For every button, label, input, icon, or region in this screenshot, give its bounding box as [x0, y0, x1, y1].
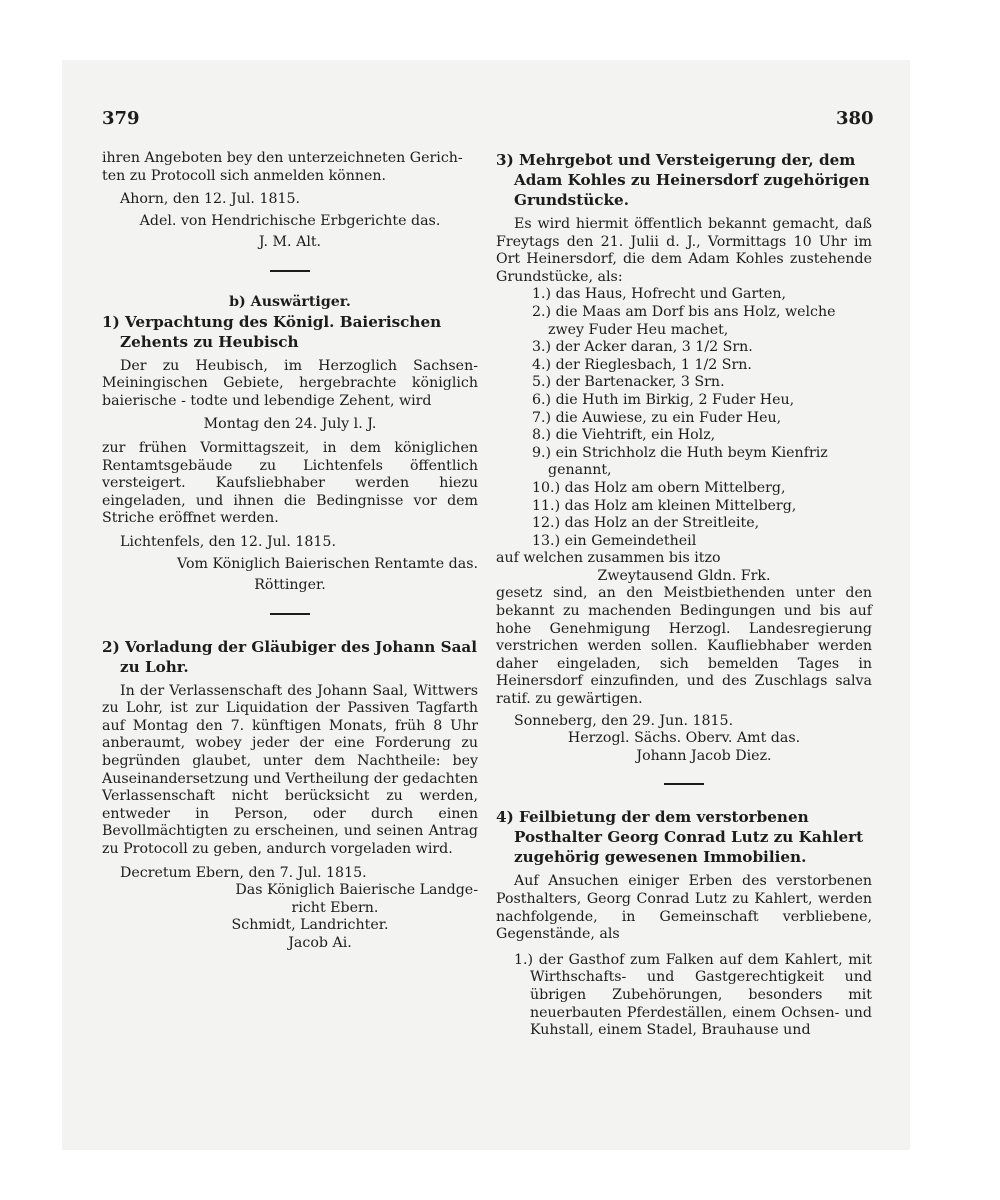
notice-title-1: 1) Verpachtung des Königl. Baierischen Zehents zu Heubisch	[102, 312, 442, 351]
notice-body-1b: zur frühen Vormittagszeit, in dem königlichen Rentamtsgebäude zu Lichtenfels öffentlich versteigert. Kaufsliebhaber werden hiezu eingeladen, und ihnen die Bedingnisse vor dem Striche eröffnet werden.	[102, 439, 478, 527]
right-column	[496, 150, 872, 1040]
separator-rule	[270, 270, 310, 272]
intro-signature: J. M. Alt.	[258, 234, 322, 251]
notice-signature-1: Röttinger.	[254, 577, 326, 594]
list-item: 7.) die Auwiese, zu ein Fuder Heu,	[532, 409, 782, 426]
left-column	[102, 150, 478, 953]
notice-body-1: Der zu Heubisch, im Herzoglich Sachsen-Meiningischen Gebiete, hergebrachte königlich baierische - todte und lebendige Zehent, wird	[102, 357, 478, 409]
list-item: 11.) das Holz am kleinen Mittelberg,	[532, 497, 797, 514]
notice-body-4: Auf Ansuchen einiger Erben des verstorbenen Posthalters, Georg Conrad Lutz zu Kahlert, werden nachfolgende, in Gemeinschaft verbliebene, Gegenstände, als	[496, 873, 872, 943]
notice-body-2: In der Verlassenschaft des Johann Saal, Wittwers zu Lohr, ist zur Liquidation der Passiven Tagfarth auf Montag den 7. künftigen Monats, früh 8 Uhr anberaumt, wobey jeder der eine Forderung zu begründen glaubet, unter dem Nachtheile: bey Auseinandersetzung und Vertheilung der gedachten Verlassenschaft nicht berücksicht zu werden, entweder in Person, oder durch einen Bevollmächtigten zu erscheinen, und seinen Antrag zu Protocoll zu geben, andurch vorgeladen wird.	[102, 682, 478, 858]
list-item: 3.) der Acker daran, 3 1/2 Srn.	[532, 339, 753, 356]
list-item: 13.) ein Gemeindetheil	[532, 532, 697, 549]
notice-signature-2a: Schmidt, Landrichter.	[231, 917, 389, 934]
property-list	[496, 286, 872, 550]
list-item: 4.) der Rieglesbach, 1 1/2 Srn.	[532, 356, 752, 373]
intro-authority: Adel. von Hendrichische Erbgerichte das.	[139, 212, 441, 229]
intro-line: ihren Angeboten bey den unterzeichneten Gerich-	[102, 150, 463, 166]
notice-authority-2b: richt Ebern.	[291, 899, 379, 916]
notice-after-list-3: auf welchen zusammen bis itzo	[496, 550, 721, 567]
notice-place-date-2: Decretum Ebern, den 7. Jul. 1815.	[120, 864, 367, 881]
separator-rule	[270, 613, 310, 615]
section-heading: b) Auswärtiger.	[229, 293, 351, 310]
notice-body-3: Es wird hiermit öffentlich bekannt gemacht, daß Freytags den 21. Julii d. J., Vormittags 10 Uhr im Ort Heinersdorf, die dem Adam Kohles zustehende Grundstücke, als:	[496, 216, 872, 285]
list-item: 10.) das Holz am obern Mittelberg,	[532, 479, 786, 496]
notice-signature-2b: Jacob Ai.	[288, 935, 352, 951]
list-item: 12.) das Holz an der Streitleite,	[532, 515, 760, 532]
notice-authority-2a: Das Königlich Baierische Landge-	[235, 882, 478, 899]
notice-place-date-3: Sonneberg, den 29. Jun. 1815.	[514, 712, 734, 729]
notice-title-3: 3) Mehrgebot und Versteigerung der, dem Adam Kohles zu Heinersdorf zugehörigen Grundstücke.	[496, 151, 870, 209]
notice-authority-1: Vom Königlich Baierischen Rentamte das.	[177, 555, 478, 572]
notice-title-2: 2) Vorladung der Gläubiger des Johann Saal zu Lohr.	[102, 637, 478, 676]
list-item: 9.) ein Strichholz die Huth beym Kienfriz genannt,	[532, 444, 828, 479]
page-number-right: 380	[836, 108, 874, 129]
list-item: 6.) die Huth im Birkig, 2 Fuder Heu,	[532, 391, 795, 408]
notice-item-4-1: 1.) der Gasthof zum Falken auf dem Kahlert, mit Wirthschafts- und Gastgerechtigkeit und übrigen Zubehörungen, besonders mit neuerbauten Pferdeställen, einem Ochsen- und Kuhstall, einem Stadel, Brauhause und	[514, 951, 872, 1039]
notice-date-line-1: Montag den 24. July l. J.	[203, 416, 377, 433]
separator-rule	[664, 783, 704, 785]
list-item: 8.) die Viehtrift, ein Holz,	[532, 427, 716, 444]
notice-signature-3: Johann Jacob Diez.	[636, 747, 772, 764]
notice-place-date-1: Lichtenfels, den 12. Jul. 1815.	[120, 533, 336, 550]
intro-place-date: Ahorn, den 12. Jul. 1815.	[120, 191, 301, 208]
list-item: 2.) die Maas am Dorf bis ans Holz, welche zwey Fuder Heu machet,	[532, 303, 836, 338]
notice-authority-3: Herzogl. Sächs. Oberv. Amt das.	[567, 730, 801, 747]
list-item: 5.) der Bartenacker, 3 Srn.	[532, 374, 725, 391]
intro-line: ten zu Protocoll sich anmelden können.	[102, 167, 387, 184]
notice-sum-3: Zweytausend Gldn. Frk.	[597, 567, 771, 584]
page-number-left: 379	[102, 108, 140, 129]
list-item: 1.) das Haus, Hofrecht und Garten,	[532, 286, 787, 303]
notice-body-3b: gesetz sind, an den Meistbiethenden unter den bekannt zu machenden Bedingungen und bis auf hohe Genehmigung Herzogl. Landesregierung verstrichen werden sollen. Kaufliebhaber werden daher eingeladen, sich bemelden Tages in Heinersdorf einzufinden, und des Zuschlags salva ratif. zu gewärtigen.	[496, 585, 872, 708]
notice-title-4: 4) Feilbietung der dem verstorbenen Posthalter Georg Conrad Lutz zu Kahlert zugehörig gewesenen Immobilien.	[496, 808, 864, 867]
